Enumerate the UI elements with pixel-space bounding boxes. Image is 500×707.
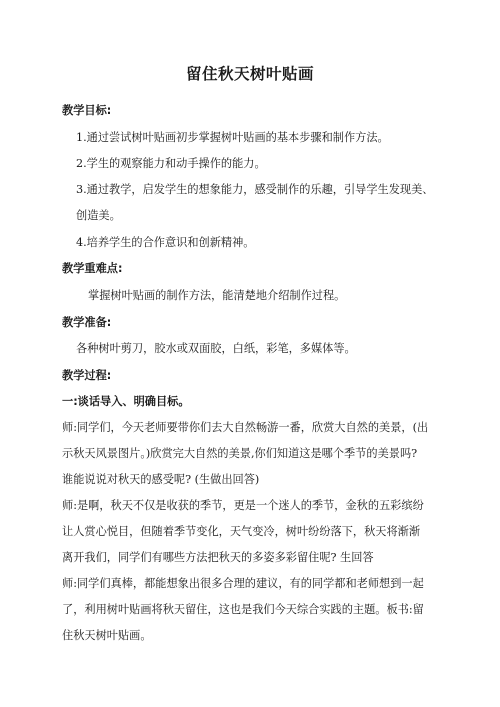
preparation-heading: 教学准备: — [62, 316, 112, 329]
goal-item-2: 2.学生的观察能力和动手操作的能力。 — [76, 157, 266, 170]
goal-item-4: 4.培养学生的合作意识和创新精神。 — [76, 236, 255, 249]
key-points-text: 掌握树叶贴画的制作方法，能清楚地介绍制作过程。 — [88, 289, 346, 302]
goals-heading: 教学目标: — [62, 104, 112, 117]
process-line-2: 示秋天风景图片。)欣赏完大自然的美景,你们知道这是哪个季节的美景吗? — [62, 447, 418, 460]
step1-heading: 一:谈话导入、明确目标。 — [62, 395, 190, 408]
document-title: 留住秋天树叶贴画 — [185, 65, 314, 83]
goal-item-3-cont: 创造美。 — [76, 209, 121, 222]
process-line-9: 住秋天树叶贴画。 — [62, 629, 152, 642]
goal-item-1: 1.通过尝试树叶贴画初步掌握树叶贴画的基本步骤和制作方法。 — [76, 131, 389, 144]
process-line-1: 师:同学们，今天老师要带你们去大自然畅游一番，欣赏大自然的美景，(出 — [62, 421, 429, 434]
process-line-3: 谁能说说对秋天的感受呢? (生做出回答) — [62, 473, 260, 486]
process-heading: 教学过程: — [62, 369, 112, 382]
preparation-text: 各种树叶剪刀，胶水或双面胶，白纸，彩笔，多媒体等。 — [76, 342, 356, 355]
process-line-8: 了，利用树叶贴画将秋天留住，这也是我们今天综合实践的主题。板书:留 — [62, 603, 424, 616]
process-line-4: 师:是啊，秋天不仅是收获的季节，更是一个迷人的季节，金秋的五彩缤纷 — [62, 499, 424, 512]
process-line-5: 让人赏心悦目，但随着季节变化，天气变冷，树叶纷纷落下，秋天将渐渐 — [62, 525, 421, 538]
process-line-7: 师:同学们真棒，都能想象出很多合理的建议，有的同学都和老师想到一起 — [62, 577, 424, 590]
goal-item-3: 3.通过教学，启发学生的想象能力，感受制作的乐趣，引导学生发现美、 — [76, 183, 434, 196]
key-points-heading: 教学重难点: — [62, 262, 123, 275]
process-line-6: 离开我们，同学们有哪些方法把秋天的多姿多彩留住呢? 生回答 — [62, 551, 374, 564]
